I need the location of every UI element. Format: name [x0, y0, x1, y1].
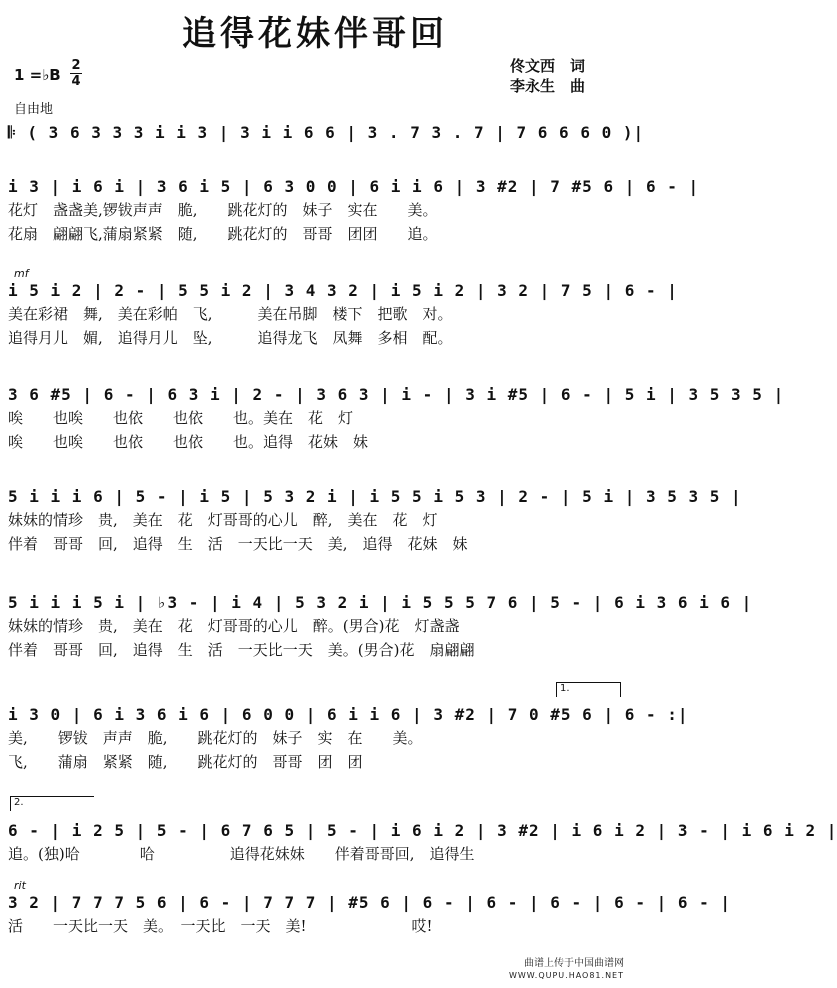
time-signature [70, 58, 82, 89]
lyricist-credit: 佟文西 词 [510, 57, 586, 75]
site-watermark [509, 958, 624, 982]
composer-credit: 李永生 曲 [510, 77, 586, 95]
lyric-verse-2: 花扇 翩翩飞,蒲扇紧紧 随, 跳花灯的 哥哥 团团 追。 [8, 225, 438, 243]
lyric-verse-2: 伴着 哥哥 回, 追得 生 活 一天比一天 美。(男合)花 扇翩翩 [8, 641, 475, 659]
notation-line: 6 - | i 2 5 | 5 - | 6 7 6 5 | 5 - | i 6 i 2 | 3 #2 | i 6 i 2 | 3 - | i 6 i 2 | [8, 821, 837, 840]
lyric-line: 追。(独)哈 哈 追得花妹妹 伴着哥哥回, 追得生 [8, 845, 475, 863]
lyric-verse-2: 追得月儿 媚, 追得月儿 坠, 追得龙飞 凤舞 多相 配。 [8, 329, 453, 347]
tempo-rit-marking: rit [14, 879, 26, 892]
watermark-url: WWW.QUPU.HAO81.NET [508, 971, 624, 980]
time-numerator: 2 [71, 58, 81, 73]
lyric-verse-1: 美, 锣钹 声声 脆, 跳花灯的 妹子 实 在 美。 [8, 729, 423, 747]
second-ending-bracket: 2. [10, 796, 94, 811]
credits [510, 56, 585, 96]
lyric-verse-1: 妹妹的情珍 贵, 美在 花 灯哥哥的心儿 醉, 美在 花 灯 [8, 511, 438, 529]
score-system-7 [8, 704, 689, 774]
notation-line: i 3 | i 6 i | 3 6 i 5 | 6 3 0 0 | 6 i i 6 | 3 #2 | 7 #5 6 | 6 - | [8, 177, 700, 196]
notation-line: i 3 0 | 6 i 3 6 i 6 | 6 0 0 | 6 i i 6 | 3 #2 | 7 0 #5 6 | 6 - :| [8, 705, 689, 724]
notation-line: 5 i i i 5 i | ♭3 - | i 4 | 5 3 2 i | i 5 5 5 7 6 | 5 - | 6 i 3 6 i 6 | [8, 593, 753, 612]
lyric-verse-2: 伴着 哥哥 回, 追得 生 活 一天比一天 美, 追得 花妹 妹 [8, 535, 468, 553]
score-system-8 [8, 820, 837, 866]
notation-line: 5 i i i 6 | 5 - | i 5 | 5 3 2 i | i 5 5 i 5 3 | 2 - | 5 i | 3 5 3 5 | [8, 487, 742, 506]
song-title: 追得花妹伴哥回 [182, 14, 448, 54]
first-ending-bracket: 1. [556, 682, 621, 697]
score-system-2 [8, 176, 700, 246]
key-signature: 1 =♭B [14, 66, 61, 84]
lyric-verse-2: 飞, 蒲扇 紧紧 随, 跳花灯的 哥哥 团 团 [8, 753, 363, 771]
lyric-verse-1: 妹妹的情珍 贵, 美在 花 灯哥哥的心儿 醉。(男合)花 灯盏盏 [8, 617, 460, 635]
score-system-1 [8, 122, 645, 144]
notation-line: i 5 i 2 | 2 - | 5 5 i 2 | 3 4 3 2 | i 5 i 2 | 3 2 | 7 5 | 6 - | [8, 281, 678, 300]
lyric-line: 活 一天比一天 美。 一天比 一天 美! 哎! [8, 917, 433, 935]
notation-line: 3 6 #5 | 6 - | 6 3 i | 2 - | 3 6 3 | i - | 3 i #5 | 6 - | 5 i | 3 5 3 5 | [8, 385, 785, 404]
notation-line: 3 2 | 7 7 7 5 6 | 6 - | 7 7 7 | #5 6 | 6 - | 6 - | 6 - | 6 - | 6 - | [8, 893, 732, 912]
notation-line: 𝄆 ( 3 6 3 3 3 i i 3 | 3 i i 6 6 | 3 . 7 3 . 7 | 7 6 6 6 0 )| [8, 123, 645, 142]
lyric-verse-2: 唉 也唉 也依 也依 也。追得 花妹 妹 [8, 433, 369, 451]
score-system-6 [8, 592, 753, 662]
score-system-4 [8, 384, 785, 454]
time-denominator: 4 [71, 74, 81, 89]
score-system-3 [8, 267, 678, 350]
tempo-marking: 自由地 [14, 102, 54, 117]
lyric-verse-1: 唉 也唉 也依 也依 也。美在 花 灯 [8, 409, 354, 427]
score-system-9 [8, 879, 732, 938]
watermark-text: 曲谱上传于中国曲谱网 [524, 958, 624, 969]
lyric-verse-1: 美在彩裙 舞, 美在彩帕 飞, 美在吊脚 楼下 把歌 对。 [8, 305, 453, 323]
score-system-5 [8, 486, 742, 556]
lyric-verse-1: 花灯 盏盏美,锣钹声声 脆, 跳花灯的 妹子 实在 美。 [8, 201, 438, 219]
dynamic-marking: mf [14, 267, 29, 280]
